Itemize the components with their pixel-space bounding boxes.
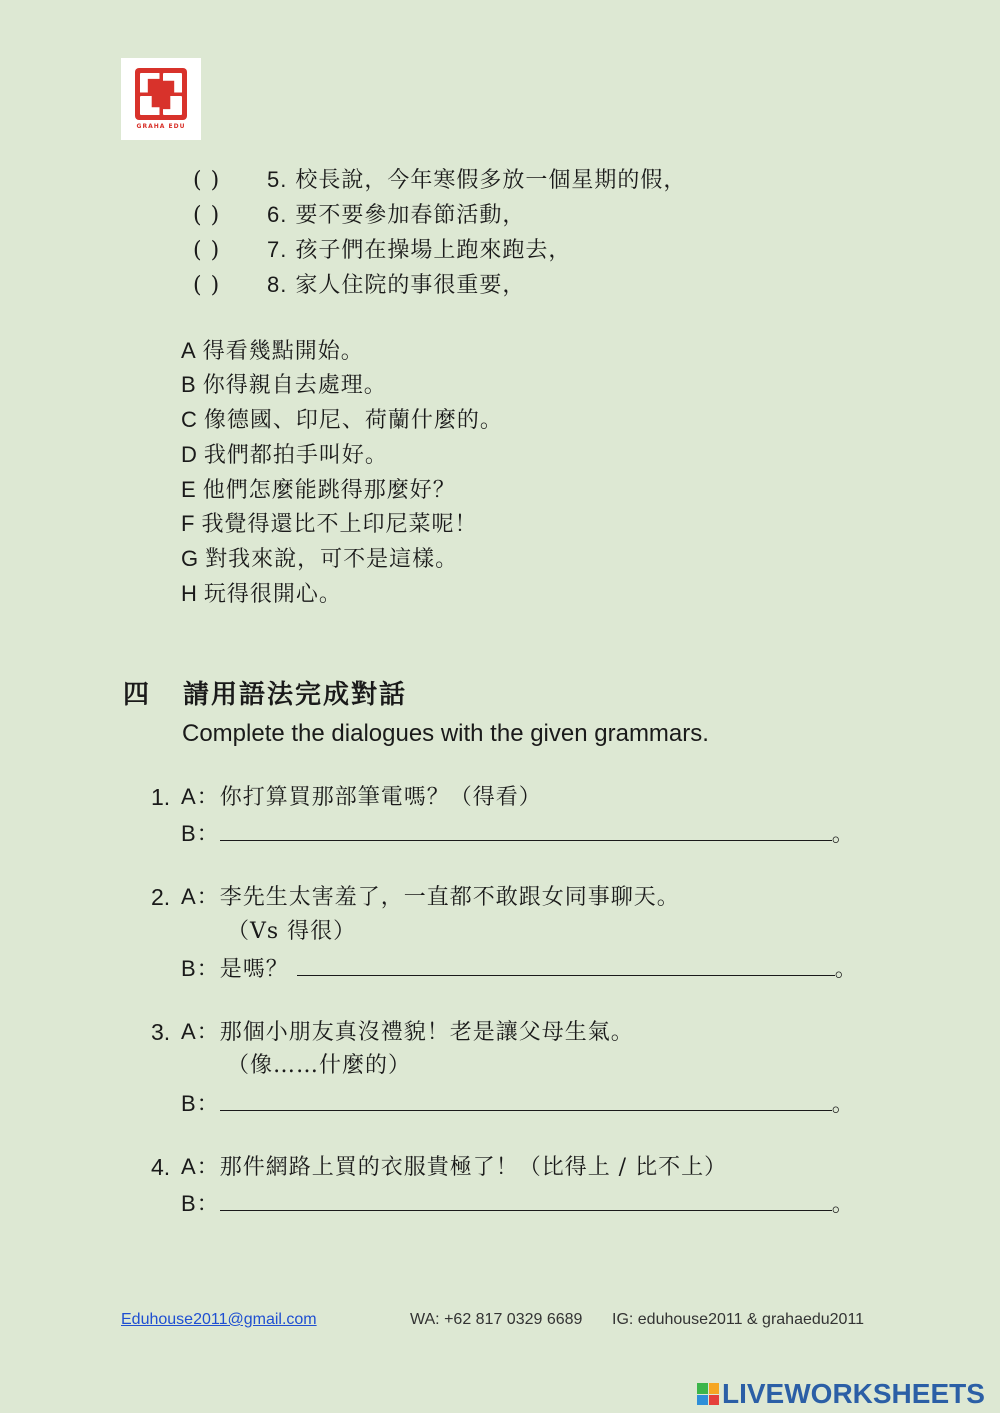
question-3-b: B： 。 bbox=[181, 1087, 855, 1120]
option-e: E 他們怎麼能跳得那麼好？ bbox=[181, 477, 456, 503]
question-1-b: B： 。 bbox=[181, 817, 855, 850]
option-f: F 我覺得還比不上印尼菜呢！ bbox=[181, 511, 478, 537]
question-1-number: 1. bbox=[151, 784, 171, 810]
question-4-b: B： 。 bbox=[181, 1187, 855, 1220]
section-title: 請用語法完成對話 bbox=[183, 680, 408, 710]
match-item-5 bbox=[193, 165, 686, 196]
question-2-a: A：李先生太害羞了，一直都不敢跟女同事聊天。 bbox=[181, 884, 680, 910]
option-d: D 我們都拍手叫好。 bbox=[181, 442, 388, 468]
question-3-number: 3. bbox=[151, 1019, 171, 1045]
option-h: H 玩得很開心。 bbox=[181, 581, 342, 607]
item-text: 孩子們在操場上跑來跑去， bbox=[295, 238, 572, 263]
match-item-6 bbox=[193, 200, 525, 231]
whatsapp-contact: WA: +62 817 0329 6689 bbox=[410, 1311, 583, 1328]
question-2-number: 2. bbox=[151, 884, 171, 910]
question-2-b: B：是嗎？ 。 bbox=[181, 952, 858, 985]
question-3-a: A：那個小朋友真沒禮貌！老是讓父母生氣。 bbox=[181, 1019, 634, 1045]
instagram-contact: IG: eduhouse2011 & grahaedu2011 bbox=[612, 1311, 865, 1328]
answer-paren[interactable]: ( ) bbox=[193, 203, 221, 228]
question-4-a: A：那件網路上買的衣服貴極了！（比得上 / 比不上） bbox=[181, 1154, 728, 1180]
email-link[interactable]: Eduhouse2011@gmail.com bbox=[121, 1311, 317, 1328]
item-number: 8. bbox=[267, 272, 288, 297]
answer-blank[interactable] bbox=[220, 1187, 832, 1211]
option-c: C 像德國、印尼、荷蘭什麼的。 bbox=[181, 407, 503, 433]
answer-blank[interactable] bbox=[297, 952, 835, 976]
item-number: 7. bbox=[267, 237, 288, 262]
question-4-number: 4. bbox=[151, 1154, 171, 1180]
item-text: 要不要參加春節活動， bbox=[295, 203, 526, 228]
answer-blank[interactable] bbox=[220, 1087, 832, 1111]
graha-edu-logo bbox=[121, 58, 201, 140]
match-item-7 bbox=[193, 235, 571, 266]
question-3-grammar: （像……什麼的） bbox=[227, 1053, 412, 1078]
item-text: 家人住院的事很重要， bbox=[295, 273, 526, 298]
option-g: G 對我來說，可不是這樣。 bbox=[181, 546, 459, 572]
item-number: 6. bbox=[267, 202, 288, 227]
item-text: 校長說，今年寒假多放一個星期的假， bbox=[295, 168, 687, 193]
option-b: B 你得親自去處理。 bbox=[181, 372, 387, 398]
option-a: A 得看幾點開始。 bbox=[181, 338, 364, 364]
question-1-a: A：你打算買那部筆電嗎？（得看） bbox=[181, 784, 542, 810]
answer-paren[interactable]: ( ) bbox=[193, 168, 221, 193]
liveworksheets-logo-icon bbox=[697, 1383, 719, 1405]
section-subtitle: Complete the dialogues with the given grammars. bbox=[182, 720, 709, 747]
liveworksheets-brand bbox=[697, 1378, 985, 1410]
match-item-8 bbox=[193, 270, 525, 301]
seal-icon bbox=[135, 68, 187, 120]
question-2-grammar: （Vs 得很） bbox=[227, 919, 357, 944]
section-number: 四 bbox=[123, 680, 150, 710]
answer-paren[interactable]: ( ) bbox=[193, 238, 221, 263]
answer-paren[interactable]: ( ) bbox=[193, 273, 221, 298]
brand-text: LIVEWORKSHEETS bbox=[722, 1378, 985, 1409]
answer-blank[interactable] bbox=[220, 817, 832, 841]
logo-text: GRAHA EDU bbox=[136, 123, 186, 130]
item-number: 5. bbox=[267, 167, 288, 192]
